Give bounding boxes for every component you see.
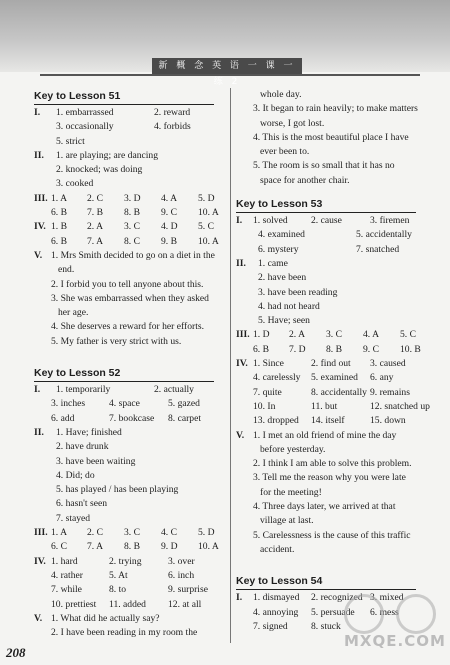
answer-line bbox=[34, 583, 224, 597]
answer-line bbox=[34, 626, 224, 640]
answer-item: 2. cause bbox=[311, 215, 342, 227]
answer-line bbox=[34, 278, 224, 292]
answer-line bbox=[236, 88, 428, 102]
answer-line bbox=[236, 117, 428, 131]
watermark-text: MXQE.COM bbox=[344, 632, 446, 650]
continuation-text: for the meeting! bbox=[260, 486, 322, 498]
sentence-answer: 5. The room is so small that it has no bbox=[253, 160, 395, 172]
answer-line bbox=[236, 486, 428, 500]
answer-item: 3. inches bbox=[51, 398, 86, 410]
section-numeral: IV. bbox=[34, 555, 46, 567]
answer-item: 5. accidentally bbox=[356, 229, 412, 241]
answer-item: 9. D bbox=[161, 541, 178, 553]
answer-item: 11. but bbox=[311, 400, 338, 412]
answer-item: 1. A bbox=[51, 527, 67, 539]
answer-item: 2. trying bbox=[109, 555, 142, 567]
sentence-answer: 4. This is the most beautiful place I have bbox=[253, 131, 409, 143]
watermark-logo bbox=[338, 592, 446, 652]
answer-line bbox=[34, 177, 224, 191]
answer-item: 6. inch bbox=[168, 569, 195, 581]
answer-line bbox=[34, 540, 224, 554]
answer-item: 5. strict bbox=[56, 135, 85, 147]
header-divider bbox=[40, 74, 420, 76]
answer-line bbox=[34, 455, 224, 469]
answer-item: 7. bookcase bbox=[109, 412, 155, 424]
answer-line bbox=[34, 412, 224, 426]
answer-line bbox=[34, 569, 224, 583]
answer-item: 15. down bbox=[370, 415, 406, 427]
lesson-key-title-text: Key to Lesson 52 bbox=[34, 365, 214, 382]
answer-item: 4. annoying bbox=[253, 606, 299, 618]
answer-item: 11. added bbox=[109, 598, 146, 610]
answer-item: 6. hasn't seen bbox=[56, 498, 108, 510]
answer-line bbox=[34, 292, 224, 306]
watermark-circle-left bbox=[344, 594, 384, 634]
answer-item: 1. Have; finished bbox=[56, 426, 122, 438]
page-number: 208 bbox=[6, 645, 26, 660]
answer-item: 9. surprise bbox=[168, 584, 208, 596]
answer-line bbox=[34, 263, 224, 277]
section-numeral: I. bbox=[34, 384, 41, 396]
answer-item: 7. signed bbox=[253, 620, 288, 632]
section-numeral: V. bbox=[34, 612, 43, 624]
continuation-text: space for another chair. bbox=[260, 174, 350, 186]
answer-item: 4. C bbox=[161, 527, 177, 539]
lesson-key-title-text: Key to Lesson 51 bbox=[34, 88, 214, 105]
answer-item: 3. C bbox=[124, 221, 140, 233]
sentence-answer: 4. Three days later, we arrived at that bbox=[253, 501, 396, 513]
answer-item: 9. remains bbox=[370, 386, 410, 398]
answer-item: 3. C bbox=[326, 329, 342, 341]
answer-line bbox=[236, 371, 428, 385]
answer-item: 10. prettiest bbox=[51, 598, 97, 610]
answer-line bbox=[34, 206, 224, 220]
section-numeral: IV. bbox=[34, 221, 46, 233]
answer-item: 2. have drunk bbox=[56, 441, 109, 453]
answer-item: 5. C bbox=[198, 221, 214, 233]
answer-line bbox=[236, 286, 428, 300]
watermark-circle-right bbox=[396, 594, 436, 634]
answer-item: 7. A bbox=[87, 235, 103, 247]
answer-line bbox=[236, 529, 428, 543]
answer-line bbox=[236, 357, 428, 371]
answer-line bbox=[236, 159, 428, 173]
answer-item: 4. space bbox=[109, 398, 140, 410]
answer-line bbox=[236, 174, 428, 188]
answer-item: 2. C bbox=[87, 527, 103, 539]
section-numeral: III. bbox=[236, 329, 250, 341]
section-numeral: II. bbox=[34, 426, 44, 438]
answer-line bbox=[236, 328, 428, 342]
answer-line bbox=[236, 457, 428, 471]
answer-item: 9. B bbox=[161, 235, 177, 247]
answer-item: 8. to bbox=[109, 584, 127, 596]
answer-line bbox=[34, 612, 224, 626]
answer-item: 1. temporarily bbox=[56, 384, 111, 396]
answer-item: 3. C bbox=[124, 527, 140, 539]
answer-item: 3. occasionally bbox=[56, 121, 114, 133]
answer-line bbox=[236, 414, 428, 428]
answer-line bbox=[34, 497, 224, 511]
answer-item: 8. accidentally bbox=[311, 386, 367, 398]
sentence-answer: 1. I met an old friend of mine the day bbox=[253, 429, 397, 441]
answer-item: 4. D bbox=[161, 221, 178, 233]
answer-line bbox=[236, 314, 428, 328]
answer-item: 1. Since bbox=[253, 358, 284, 370]
answer-item: 5. At bbox=[109, 569, 128, 581]
answer-line bbox=[236, 300, 428, 314]
answer-item: 6. B bbox=[51, 235, 67, 247]
answer-item: 7. quite bbox=[253, 386, 282, 398]
answer-item: 13. dropped bbox=[253, 415, 299, 427]
answer-item: 7. while bbox=[51, 584, 82, 596]
answer-line bbox=[34, 335, 224, 349]
answer-item: 1. solved bbox=[253, 215, 288, 227]
answer-line bbox=[236, 228, 428, 242]
answer-item: 1. are playing; are dancing bbox=[56, 149, 159, 161]
section-numeral: IV. bbox=[236, 358, 248, 370]
answer-item: 3. mixed bbox=[370, 592, 404, 604]
answer-line bbox=[236, 386, 428, 400]
answer-line bbox=[34, 555, 224, 569]
answer-item: 5. gazed bbox=[168, 398, 200, 410]
answer-line bbox=[34, 440, 224, 454]
section-gap bbox=[236, 557, 428, 565]
answer-item: 8. B bbox=[124, 541, 140, 553]
lesson-key-title bbox=[236, 573, 428, 591]
answer-line bbox=[34, 483, 224, 497]
answer-line bbox=[236, 243, 428, 257]
answer-item: 2. have been bbox=[258, 272, 307, 284]
answer-line bbox=[34, 426, 224, 440]
continuation-text: village at last. bbox=[260, 515, 314, 527]
answer-item: 12. at all bbox=[168, 598, 202, 610]
answer-item: 3. over bbox=[168, 555, 195, 567]
answer-item: 9. C bbox=[161, 207, 177, 219]
answer-item: 10. B bbox=[400, 343, 421, 355]
continuation-text: ever been to. bbox=[260, 146, 310, 158]
answer-item: 6. B bbox=[51, 207, 67, 219]
answer-item: 5. has played / has been playing bbox=[56, 484, 179, 496]
section-numeral: V. bbox=[34, 249, 43, 261]
section-numeral: III. bbox=[34, 527, 48, 539]
answer-item: 8. C bbox=[124, 235, 140, 247]
answer-line bbox=[34, 106, 224, 120]
sentence-answer: 2. I forbid you to tell anyone about this. bbox=[51, 278, 204, 290]
answer-item: 1. D bbox=[253, 329, 270, 341]
answer-item: 2. reward bbox=[154, 107, 191, 118]
sentence-answer: 2. I have been reading in my room the bbox=[51, 627, 198, 639]
answer-item: 6. mystery bbox=[258, 243, 299, 255]
answer-line bbox=[236, 271, 428, 285]
answer-line bbox=[34, 526, 224, 540]
continuation-text: worse, I got lost. bbox=[260, 117, 325, 129]
answer-item: 1. B bbox=[51, 221, 67, 233]
answer-item: 10. A bbox=[198, 541, 219, 553]
answer-item: 3. have been reading bbox=[258, 286, 338, 298]
answer-item: 12. snatched up bbox=[370, 400, 430, 412]
answer-line bbox=[34, 163, 224, 177]
answer-line bbox=[236, 214, 428, 228]
answer-item: 5. examined bbox=[311, 372, 358, 384]
continuation-text: before yesterday. bbox=[260, 443, 326, 455]
answer-item: 3. caused bbox=[370, 358, 406, 370]
answer-line bbox=[34, 383, 224, 397]
sentence-answer: 3. She was embarrassed when they asked bbox=[51, 292, 209, 304]
answer-item: 2. A bbox=[87, 221, 103, 233]
lesson-key-title-text: Key to Lesson 53 bbox=[236, 196, 416, 213]
answer-item: 3. have been waiting bbox=[56, 455, 136, 467]
sentence-answer: 5. Carelessness is the cause of this traffic bbox=[253, 529, 411, 541]
answer-item: 4. A bbox=[161, 192, 177, 204]
continuation-text: whole day. bbox=[260, 89, 302, 100]
answer-line bbox=[34, 192, 224, 206]
section-numeral: I. bbox=[236, 592, 243, 604]
answer-line bbox=[34, 320, 224, 334]
lesson-key-title bbox=[34, 365, 224, 383]
sentence-answer: 1. What did he actually say? bbox=[51, 612, 160, 624]
answer-item: 1. embarrassed bbox=[56, 107, 114, 118]
answer-item: 7. D bbox=[289, 343, 306, 355]
section-gap bbox=[236, 565, 428, 573]
answer-item: 3. D bbox=[124, 192, 141, 204]
answer-line bbox=[34, 135, 224, 149]
sentence-answer: 4. She deserves a reward for her efforts. bbox=[51, 321, 204, 333]
answer-line bbox=[34, 512, 224, 526]
answer-item: 2. knocked; was doing bbox=[56, 164, 143, 176]
answer-item: 7. B bbox=[87, 207, 103, 219]
answer-line bbox=[236, 543, 428, 557]
answer-item: 1. came bbox=[258, 257, 288, 269]
answer-item: 5. persuade bbox=[311, 606, 355, 618]
answer-item: 8. B bbox=[326, 343, 342, 355]
continuation-text: accident. bbox=[260, 543, 295, 555]
answer-line bbox=[236, 500, 428, 514]
answer-item: 8. stuck bbox=[311, 620, 341, 632]
answer-line bbox=[236, 257, 428, 271]
answer-item: 9. C bbox=[363, 343, 379, 355]
section-numeral: V. bbox=[236, 429, 245, 441]
answer-item: 4. examined bbox=[258, 229, 305, 241]
answer-item: 5. D bbox=[198, 527, 215, 539]
answer-item: 4. forbids bbox=[154, 121, 191, 133]
answer-item: 3. firemen bbox=[370, 215, 410, 227]
answer-item: 4. carelessly bbox=[253, 372, 301, 384]
section-gap bbox=[236, 188, 428, 196]
answer-item: 6. mess bbox=[370, 606, 399, 618]
answer-line bbox=[34, 220, 224, 234]
answer-line bbox=[236, 131, 428, 145]
column-divider bbox=[230, 88, 231, 643]
section-gap bbox=[34, 357, 224, 365]
answer-item: 1. dismayed bbox=[253, 592, 300, 604]
section-numeral: I. bbox=[34, 107, 41, 118]
answer-line bbox=[236, 514, 428, 528]
lesson-key-title-text: Key to Lesson 54 bbox=[236, 573, 416, 590]
answer-item: 1. A bbox=[51, 192, 67, 204]
answer-line bbox=[34, 120, 224, 134]
left-answer-column bbox=[34, 88, 224, 640]
answer-line bbox=[34, 235, 224, 249]
answer-line bbox=[236, 443, 428, 457]
continuation-text: her age. bbox=[58, 307, 89, 319]
answer-item: 4. had not heard bbox=[258, 300, 320, 312]
answer-item: 2. A bbox=[289, 329, 305, 341]
answer-item: 4. rather bbox=[51, 569, 83, 581]
answer-item: 2. C bbox=[87, 192, 103, 204]
section-numeral: I. bbox=[236, 215, 243, 227]
answer-line bbox=[34, 469, 224, 483]
answer-item: 2. recognized bbox=[311, 592, 363, 604]
lesson-key-title bbox=[34, 88, 224, 106]
answer-item: 7. stayed bbox=[56, 512, 91, 524]
answer-item: 5. D bbox=[198, 192, 215, 204]
section-numeral: II. bbox=[236, 257, 246, 269]
answer-item: 1. hard bbox=[51, 555, 78, 567]
sentence-answer: 2. I think I am able to solve this problem. bbox=[253, 458, 412, 470]
answer-item: 10. A bbox=[198, 235, 219, 247]
answer-item: 4. A bbox=[363, 329, 379, 341]
answer-item: 5. Have; seen bbox=[258, 315, 310, 327]
sentence-answer: 5. My father is very strict with us. bbox=[51, 335, 182, 347]
right-answer-column bbox=[236, 88, 428, 634]
answer-line bbox=[34, 306, 224, 320]
answer-item: 8. B bbox=[124, 207, 140, 219]
answer-item: 6. B bbox=[253, 343, 269, 355]
answer-line bbox=[34, 598, 224, 612]
answer-line bbox=[236, 400, 428, 414]
section-numeral: II. bbox=[34, 149, 44, 161]
answer-item: 6. C bbox=[51, 541, 67, 553]
sentence-answer: 1. Mrs Smith decided to go on a diet in the bbox=[51, 249, 215, 261]
answer-line bbox=[34, 397, 224, 411]
answer-item: 6. any bbox=[370, 372, 394, 384]
answer-line bbox=[236, 429, 428, 443]
section-numeral: III. bbox=[34, 192, 48, 204]
answer-item: 3. cooked bbox=[56, 178, 94, 190]
answer-item: 6. add bbox=[51, 412, 75, 424]
answer-item: 8. carpet bbox=[168, 412, 202, 424]
answer-line bbox=[236, 145, 428, 159]
answer-line bbox=[34, 149, 224, 163]
answer-item: 14. itself bbox=[311, 415, 345, 427]
answer-item: 10. A bbox=[198, 207, 219, 219]
sentence-answer: 3. Tell me the reason why you were late bbox=[253, 472, 406, 484]
answer-item: 2. find out bbox=[311, 358, 351, 370]
continuation-text: end. bbox=[58, 264, 75, 276]
answer-line bbox=[236, 102, 428, 116]
answer-item: 5. C bbox=[400, 329, 416, 341]
answer-line bbox=[236, 343, 428, 357]
answer-item: 10. In bbox=[253, 400, 276, 412]
lesson-key-title bbox=[236, 196, 428, 214]
answer-line bbox=[34, 249, 224, 263]
book-header-title: 新 概 念 英 语 一 课 一 练 2 bbox=[152, 58, 302, 74]
section-gap bbox=[34, 349, 224, 357]
sentence-answer: 3. It began to rain heavily; to make matters bbox=[253, 103, 418, 115]
answer-item: 7. snatched bbox=[356, 243, 400, 255]
answer-item: 7. A bbox=[87, 541, 103, 553]
answer-line bbox=[236, 471, 428, 485]
answer-item: 2. actually bbox=[154, 384, 194, 396]
answer-item: 4. Did; do bbox=[56, 469, 95, 481]
